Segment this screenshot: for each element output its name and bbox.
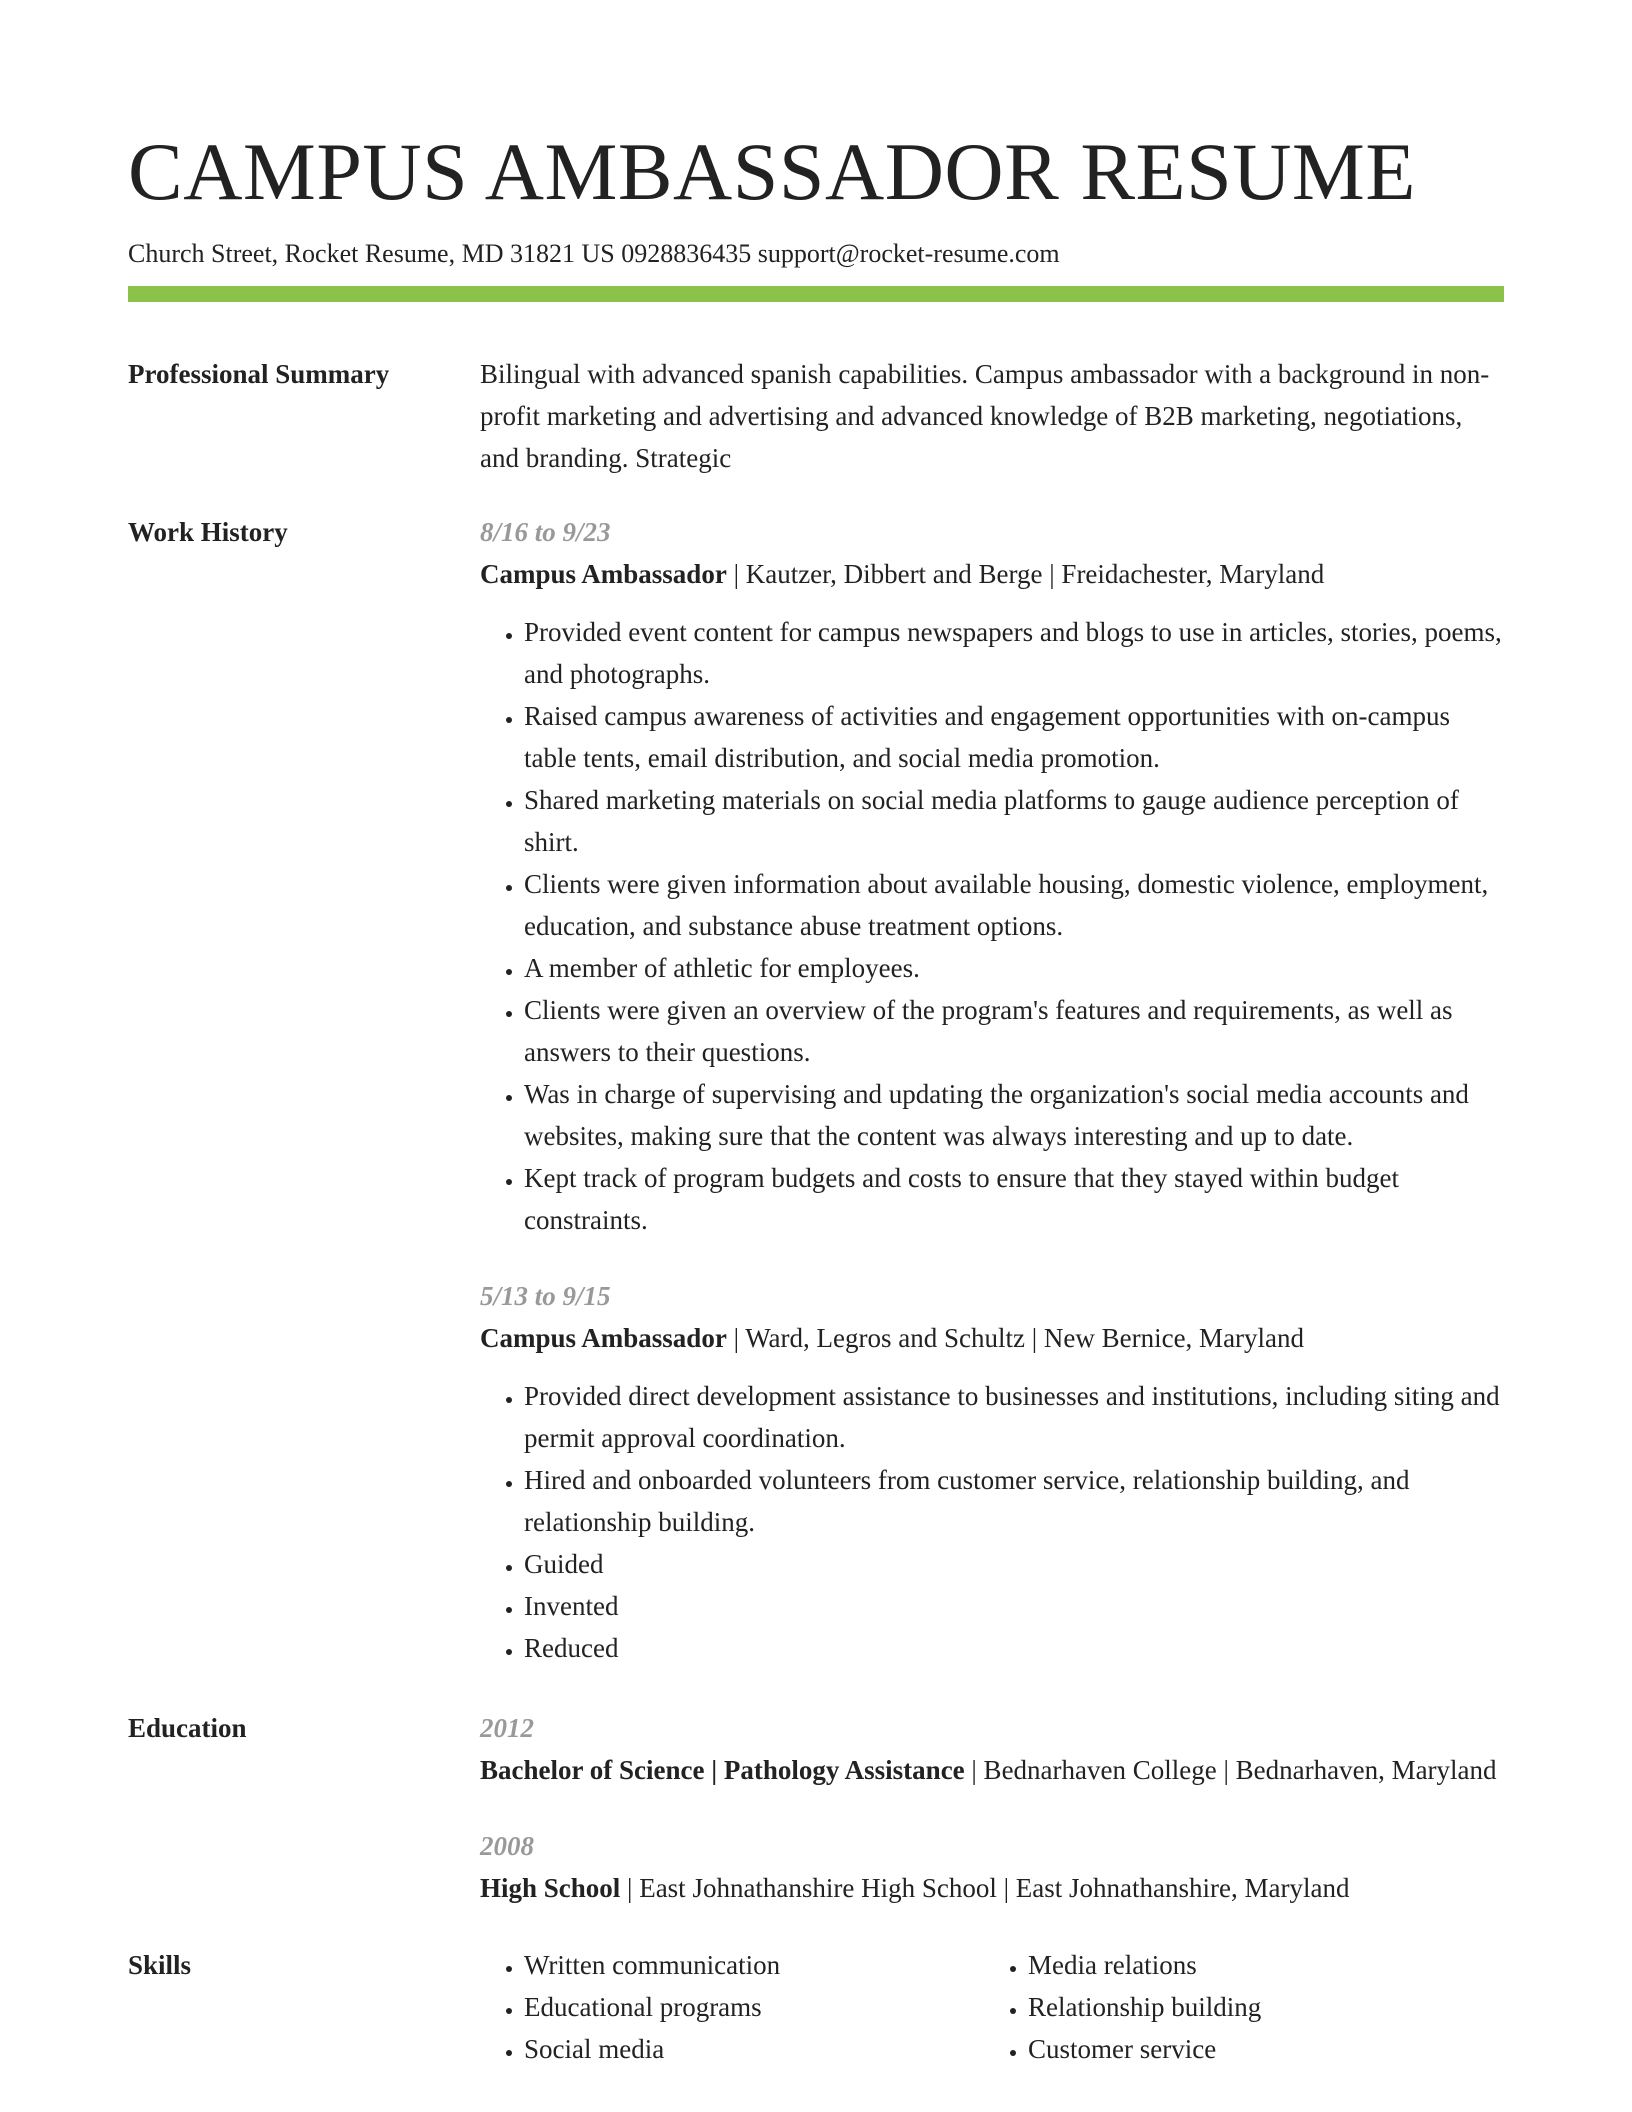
list-item: • Clients were given information about available housing, domestic violence, employment, education, and substance abuse treatment options. xyxy=(524,863,1504,947)
education-entry xyxy=(480,1825,1504,1909)
education-degree: Bachelor of Science | Pathology Assistance xyxy=(480,1755,965,1785)
job-date: 8/16 to 9/23 xyxy=(480,517,611,547)
job-role: Campus Ambassador xyxy=(480,1323,727,1353)
work-history-content xyxy=(480,511,1504,1669)
list-item: • Reduced xyxy=(524,1627,1504,1669)
skills-column-right xyxy=(984,1944,1488,2070)
list-item: • Media relations xyxy=(1028,1944,1488,1986)
section-label-education: Education xyxy=(128,1713,247,1743)
resume-page xyxy=(128,118,1504,2070)
skills-content xyxy=(480,1944,1504,2070)
resume-title: CAMPUS AMBASSADOR RESUME xyxy=(128,126,1416,217)
job-bullets xyxy=(480,1375,1504,1669)
education-date: 2012 xyxy=(480,1713,534,1743)
list-item: • Customer service xyxy=(1028,2028,1488,2070)
education-heading xyxy=(480,1867,1504,1909)
contact-line: Church Street, Rocket Resume, MD 31821 US 0928836435 support@rocket-resume.com xyxy=(128,239,1060,268)
education-degree: High School xyxy=(480,1873,621,1903)
list-item: • Kept track of program budgets and costs to ensure that they stayed within budget constraints. xyxy=(524,1157,1504,1241)
job-entry xyxy=(480,1275,1504,1669)
list-item: • Relationship building xyxy=(1028,1986,1488,2028)
job-details: | Ward, Legros and Schultz | New Bernice, Maryland xyxy=(726,1323,1305,1353)
job-entry xyxy=(480,511,1504,1241)
list-item: • Clients were given an overview of the program's features and requirements, as well as answers to their questions. xyxy=(524,989,1504,1073)
list-item: • Was in charge of supervising and updating the organization's social media accounts and websites, making sure that the content was always interesting and up to date. xyxy=(524,1073,1504,1157)
education-heading xyxy=(480,1749,1504,1791)
education-content xyxy=(480,1707,1504,1909)
job-heading xyxy=(480,1317,1504,1359)
education-details: | East Johnathanshire High School | East Johnathanshire, Maryland xyxy=(620,1873,1350,1903)
job-role: Campus Ambassador xyxy=(480,559,727,589)
list-item: • Hired and onboarded volunteers from customer service, relationship building, and relationship building. xyxy=(524,1459,1504,1543)
job-date: 5/13 to 9/15 xyxy=(480,1281,611,1311)
skills-column-left xyxy=(480,1944,984,2070)
job-heading xyxy=(480,553,1504,595)
list-item: • Guided xyxy=(524,1543,1504,1585)
section-label-work-history: Work History xyxy=(128,517,288,547)
list-item: • Shared marketing materials on social media platforms to gauge audience perception of shirt. xyxy=(524,779,1504,863)
list-item: • Invented xyxy=(524,1585,1504,1627)
job-details: | Kautzer, Dibbert and Berge | Freidachester, Maryland xyxy=(726,559,1325,589)
accent-divider xyxy=(128,286,1504,302)
list-item: • Provided direct development assistance to businesses and institutions, including siting and permit approval coordination. xyxy=(524,1375,1504,1459)
list-item: • Provided event content for campus newspapers and blogs to use in articles, stories, poems, and photographs. xyxy=(524,611,1504,695)
education-details: | Bednarhaven College | Bednarhaven, Maryland xyxy=(964,1755,1497,1785)
education-date: 2008 xyxy=(480,1831,534,1861)
list-item: • Educational programs xyxy=(524,1986,984,2028)
skills-section xyxy=(128,1944,1504,2070)
summary-text: Bilingual with advanced spanish capabilities. Campus ambassador with a background in non-profit marketing and advertising and advanced knowledge of B2B marketing, negotiations, and branding. Strategic xyxy=(480,359,1490,473)
education-entry xyxy=(480,1707,1504,1791)
summary-section xyxy=(128,353,1504,479)
section-label-summary: Professional Summary xyxy=(128,359,390,389)
list-item: • Social media xyxy=(524,2028,984,2070)
job-bullets xyxy=(480,611,1504,1241)
work-history-section xyxy=(128,511,1504,1669)
list-item: • Raised campus awareness of activities and engagement opportunities with on-campus table tents, email distribution, and social media promotion. xyxy=(524,695,1504,779)
list-item: • Written communication xyxy=(524,1944,984,1986)
list-item: • A member of athletic for employees. xyxy=(524,947,1504,989)
education-section xyxy=(128,1707,1504,1909)
section-label-skills: Skills xyxy=(128,1950,192,1980)
